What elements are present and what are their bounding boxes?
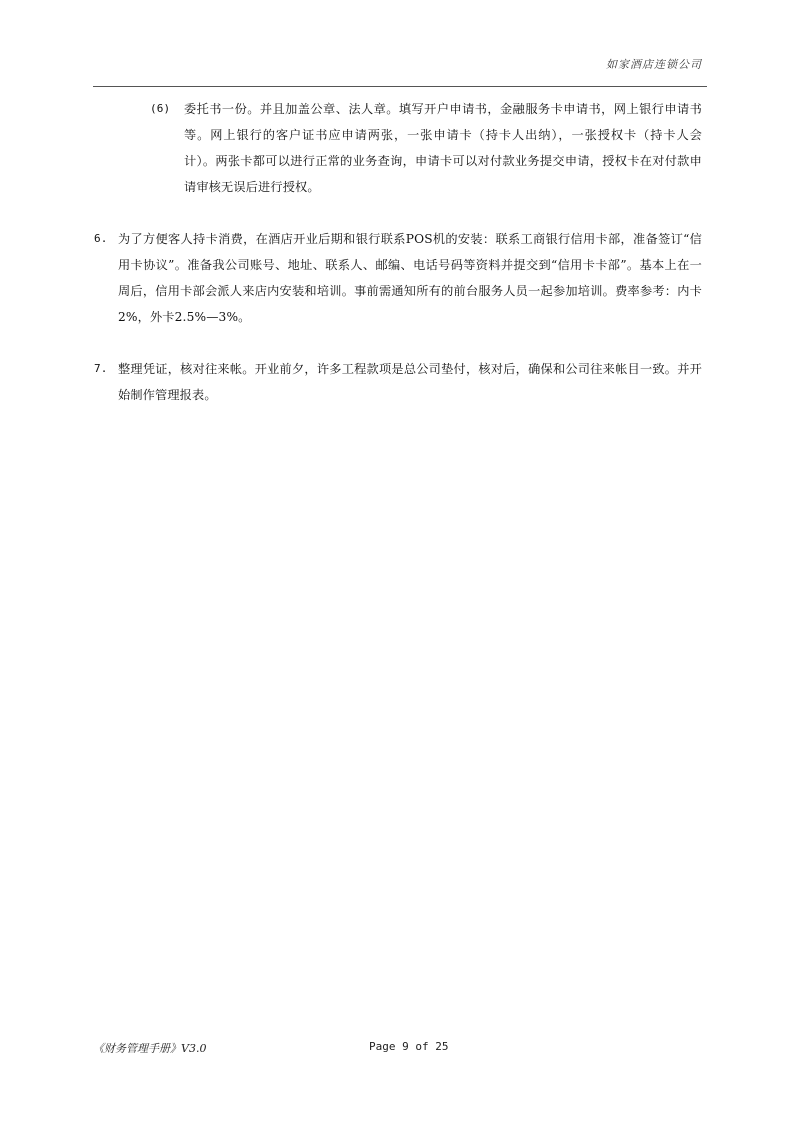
footer-manual-title: 《财务管理手册》V3.0 (93, 1042, 207, 1055)
sub-item-number: (6) (150, 102, 171, 115)
list-item-6 (94, 226, 702, 330)
list-item-text: 为了方便客人持卡消费，在酒店开业后期和银行联系POS机的安装：联系工商银行信用卡部，准备签订“信用卡协议”。准备我公司账号、地址、联系人、邮编、电话号码等资料并提交到“信用卡卡部”。基本上在一周后，信用卡部会派人来店内安装和培训。事前需通知所有的前台服务人员一起参加培训。费率参考：内卡2%，外卡2.5%—3%。 (118, 232, 702, 324)
sub-item-6 (150, 96, 702, 200)
header-divider (93, 86, 707, 87)
list-item-number: 6. (94, 232, 108, 245)
list-item-text: 整理凭证，核对往来帐。开业前夕，许多工程款项是总公司垫付，核对后，确保和公司往来帐目一致。并开始制作管理报表。 (118, 362, 702, 402)
list-item-number: 7. (94, 362, 108, 375)
footer-page-number: Page 9 of 25 (369, 1040, 449, 1053)
sub-item-text: 委托书一份。并且加盖公章、法人章。填写开户申请书，金融服务卡申请书，网上银行申请书等。网上银行的客户证书应申请两张，一张申请卡（持卡人出纳），一张授权卡（持卡人会计）。两张卡都可以进行正常的业务查询，申请卡可以对付款业务提交申请，授权卡在对付款申请审核无误后进行授权。 (184, 102, 702, 194)
header-company-name: 如家酒店连锁公司 (606, 58, 702, 71)
list-item-7 (94, 356, 702, 408)
